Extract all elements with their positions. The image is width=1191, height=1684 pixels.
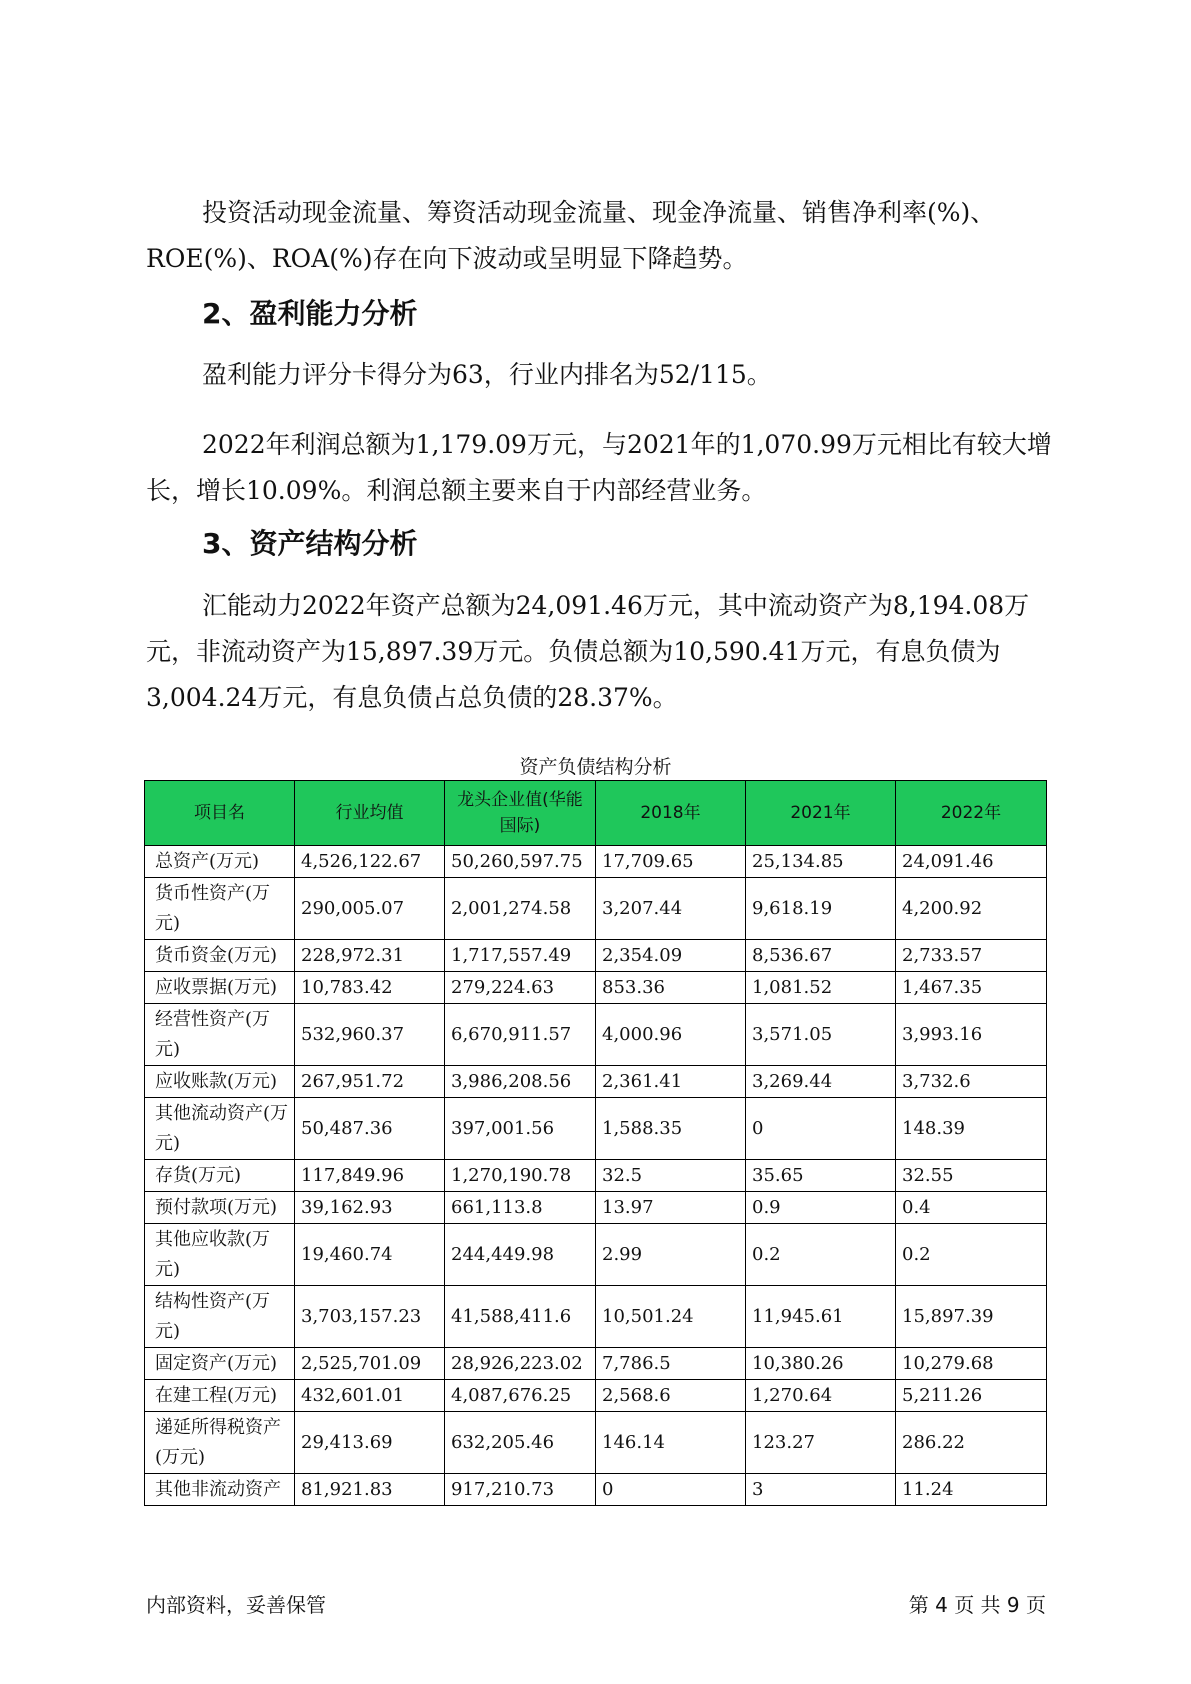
cell-leader-value: 28,926,223.02	[445, 1348, 596, 1380]
table-row	[145, 1286, 1047, 1348]
cell-2018: 13.97	[596, 1192, 746, 1224]
header-2021: 2021年	[746, 781, 896, 846]
cell-2022: 24,091.46	[896, 846, 1047, 878]
table-caption: 资产负债结构分析	[519, 756, 672, 778]
cell-2021: 35.65	[746, 1160, 896, 1192]
cell-2021: 25,134.85	[746, 846, 896, 878]
cell-2021: 3	[746, 1474, 896, 1506]
cell-2022: 2,733.57	[896, 940, 1047, 972]
cell-2021: 8,536.67	[746, 940, 896, 972]
row-label: 在建工程(万元)	[145, 1380, 295, 1412]
cell-2022: 32.55	[896, 1160, 1047, 1192]
cell-leader-value: 1,270,190.78	[445, 1160, 596, 1192]
footer-confidential-note: 内部资料，妥善保管	[146, 1593, 326, 1617]
table-row	[145, 972, 1047, 1004]
cell-2022: 5,211.26	[896, 1380, 1047, 1412]
cell-industry-avg: 29,413.69	[295, 1412, 445, 1474]
row-label: 存货(万元)	[145, 1160, 295, 1192]
paragraph-total-profit: 2022年利润总额为1,179.09万元，与2021年的1,070.99万元相比有较大增长，增长10.09%。利润总额主要来自于内部经营业务。	[146, 430, 1052, 505]
cell-2018: 2,568.6	[596, 1380, 746, 1412]
cell-2022: 3,993.16	[896, 1004, 1047, 1066]
table-row	[145, 846, 1047, 878]
cell-leader-value: 1,717,557.49	[445, 940, 596, 972]
cell-leader-value: 2,001,274.58	[445, 878, 596, 940]
table-row	[145, 1380, 1047, 1412]
cell-2018: 2,361.41	[596, 1066, 746, 1098]
cell-2021: 3,269.44	[746, 1066, 896, 1098]
row-label: 货币资金(万元)	[145, 940, 295, 972]
cell-industry-avg: 10,783.42	[295, 972, 445, 1004]
header-industry-avg: 行业均值	[295, 781, 445, 846]
cell-2018: 1,588.35	[596, 1098, 746, 1160]
row-label: 应收票据(万元)	[145, 972, 295, 1004]
cell-industry-avg: 81,921.83	[295, 1474, 445, 1506]
table-row	[145, 1066, 1047, 1098]
cell-2021: 1,081.52	[746, 972, 896, 1004]
cell-2018: 4,000.96	[596, 1004, 746, 1066]
cell-leader-value: 41,588,411.6	[445, 1286, 596, 1348]
cell-leader-value: 632,205.46	[445, 1412, 596, 1474]
cell-leader-value: 397,001.56	[445, 1098, 596, 1160]
cell-2018: 17,709.65	[596, 846, 746, 878]
cell-2021: 123.27	[746, 1412, 896, 1474]
cell-industry-avg: 50,487.36	[295, 1098, 445, 1160]
cell-2021: 0.2	[746, 1224, 896, 1286]
cell-industry-avg: 4,526,122.67	[295, 846, 445, 878]
cell-industry-avg: 228,972.31	[295, 940, 445, 972]
cell-2022: 3,732.6	[896, 1066, 1047, 1098]
table-row	[145, 1192, 1047, 1224]
table-row	[145, 1474, 1047, 1506]
table-header-row	[145, 781, 1047, 846]
cell-2022: 0.2	[896, 1224, 1047, 1286]
cell-leader-value: 3,986,208.56	[445, 1066, 596, 1098]
header-item-name: 项目名	[145, 781, 295, 846]
cell-2018: 3,207.44	[596, 878, 746, 940]
cell-2022: 15,897.39	[896, 1286, 1047, 1348]
row-label: 固定资产(万元)	[145, 1348, 295, 1380]
cell-2021: 3,571.05	[746, 1004, 896, 1066]
cell-2018: 853.36	[596, 972, 746, 1004]
cell-2021: 1,270.64	[746, 1380, 896, 1412]
cell-2018: 0	[596, 1474, 746, 1506]
header-leader-value: 龙头企业值(华能国际)	[445, 781, 596, 846]
cell-2021: 9,618.19	[746, 878, 896, 940]
row-label: 递延所得税资产(万元)	[145, 1412, 295, 1474]
table-row	[145, 1224, 1047, 1286]
cell-leader-value: 4,087,676.25	[445, 1380, 596, 1412]
cell-2022: 286.22	[896, 1412, 1047, 1474]
cell-leader-value: 917,210.73	[445, 1474, 596, 1506]
row-label: 其他应收款(万元)	[145, 1224, 295, 1286]
cell-leader-value: 661,113.8	[445, 1192, 596, 1224]
row-label: 结构性资产(万元)	[145, 1286, 295, 1348]
table-row	[145, 1412, 1047, 1474]
cell-industry-avg: 267,951.72	[295, 1066, 445, 1098]
header-2022: 2022年	[896, 781, 1047, 846]
cell-industry-avg: 432,601.01	[295, 1380, 445, 1412]
cell-2018: 7,786.5	[596, 1348, 746, 1380]
table-row	[145, 1004, 1047, 1066]
table-row	[145, 1160, 1047, 1192]
table-row	[145, 940, 1047, 972]
cell-2018: 32.5	[596, 1160, 746, 1192]
cell-2022: 1,467.35	[896, 972, 1047, 1004]
cell-2022: 4,200.92	[896, 878, 1047, 940]
cell-2022: 10,279.68	[896, 1348, 1047, 1380]
cell-2021: 0.9	[746, 1192, 896, 1224]
table-row	[145, 1348, 1047, 1380]
cell-leader-value: 50,260,597.75	[445, 846, 596, 878]
asset-liability-table	[144, 780, 1047, 1506]
cell-2018: 146.14	[596, 1412, 746, 1474]
row-label: 其他非流动资产	[145, 1474, 295, 1506]
cell-industry-avg: 117,849.96	[295, 1160, 445, 1192]
cell-leader-value: 279,224.63	[445, 972, 596, 1004]
cell-2022: 11.24	[896, 1474, 1047, 1506]
cell-2018: 2,354.09	[596, 940, 746, 972]
cell-industry-avg: 290,005.07	[295, 878, 445, 940]
paragraph-profitability-score: 盈利能力评分卡得分为63，行业内排名为52/115。	[202, 360, 772, 389]
cell-industry-avg: 3,703,157.23	[295, 1286, 445, 1348]
cell-industry-avg: 19,460.74	[295, 1224, 445, 1286]
table-row	[145, 878, 1047, 940]
paragraph-cashflow-trend: 投资活动现金流量、筹资活动现金流量、现金净流量、销售净利率(%)、ROE(%)、ROA(%)存在向下波动或呈明显下降趋势。	[146, 198, 996, 273]
cell-2021: 11,945.61	[746, 1286, 896, 1348]
cell-2018: 10,501.24	[596, 1286, 746, 1348]
row-label: 预付款项(万元)	[145, 1192, 295, 1224]
cell-leader-value: 6,670,911.57	[445, 1004, 596, 1066]
section-heading-profitability: 2、盈利能力分析	[202, 297, 418, 330]
cell-2021: 10,380.26	[746, 1348, 896, 1380]
section-heading-asset-structure: 3、资产结构分析	[202, 527, 418, 560]
row-label: 应收账款(万元)	[145, 1066, 295, 1098]
cell-industry-avg: 39,162.93	[295, 1192, 445, 1224]
cell-industry-avg: 2,525,701.09	[295, 1348, 445, 1380]
cell-2021: 0	[746, 1098, 896, 1160]
paragraph-asset-summary: 汇能动力2022年资产总额为24,091.46万元，其中流动资产为8,194.08万元，非流动资产为15,897.39万元。负债总额为10,590.41万元，有息负债为3,004.24万元，有息负债占总负债的28.37%。	[146, 591, 1030, 712]
row-label: 总资产(万元)	[145, 846, 295, 878]
cell-leader-value: 244,449.98	[445, 1224, 596, 1286]
row-label: 经营性资产(万元)	[145, 1004, 295, 1066]
table-row	[145, 1098, 1047, 1160]
row-label: 其他流动资产(万元)	[145, 1098, 295, 1160]
header-2018: 2018年	[596, 781, 746, 846]
cell-2018: 2.99	[596, 1224, 746, 1286]
cell-industry-avg: 532,960.37	[295, 1004, 445, 1066]
cell-2022: 148.39	[896, 1098, 1047, 1160]
cell-2022: 0.4	[896, 1192, 1047, 1224]
row-label: 货币性资产(万元)	[145, 878, 295, 940]
footer-page-number: 第 4 页 共 9 页	[908, 1593, 1046, 1617]
